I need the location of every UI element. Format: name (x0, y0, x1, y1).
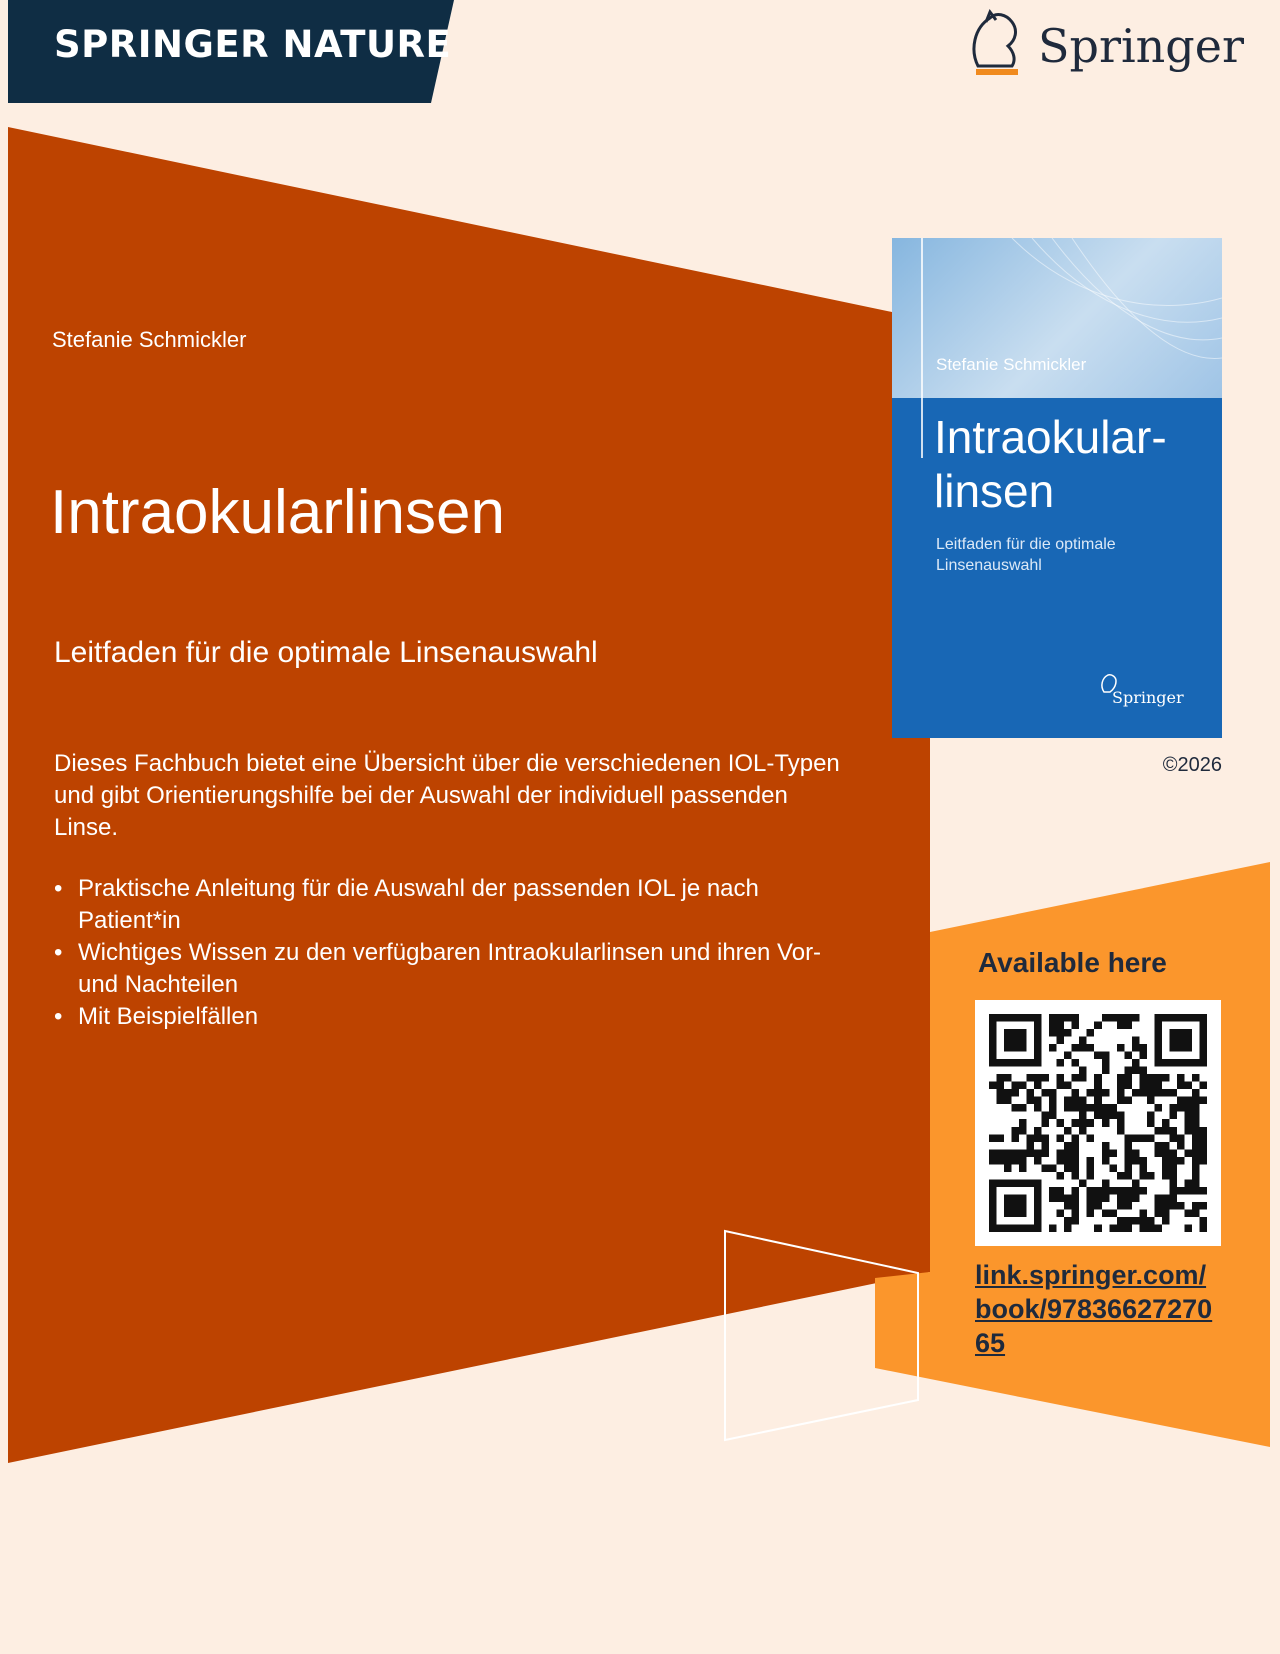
springer-logo-text: Springer (1038, 19, 1244, 73)
feature-item: • Wichtiges Wissen zu den verfügbaren Intraokularlinsen und ihren Vor- und Nachteilen (54, 937, 824, 1001)
feature-item: • Mit Beispielfällen (54, 1001, 824, 1033)
copyright-year: ©2026 (1162, 754, 1222, 776)
cover-publisher-logo: Springer (1112, 688, 1184, 707)
qr-code-pattern (989, 1014, 1207, 1232)
book-title: Intraokularlinsen (50, 478, 505, 547)
feature-list (54, 873, 824, 1033)
book-link[interactable]: link.springer.com/book/9783662727065 (975, 1260, 1213, 1358)
cover-title: Intraokular-linsen (934, 411, 1167, 517)
cover-subtitle: Leitfaden für die optimale Linsenauswahl (936, 536, 1116, 574)
book-description: Dieses Fachbuch bietet eine Übersicht über die verschiedenen IOL-Typen und gibt Orientierungshilfe bei der Auswahl der individuell passenden Linse. (54, 750, 840, 841)
book-author: Stefanie Schmickler (52, 327, 247, 352)
book-cover-image (892, 238, 1222, 738)
feature-item: • Praktische Anleitung für die Auswahl der passenden IOL je nach Patient*in (54, 873, 824, 937)
available-here-label: Available here (978, 947, 1167, 978)
cover-author: Stefanie Schmickler (936, 355, 1087, 374)
springer-nature-brand: SPRINGER NATURE (54, 23, 452, 66)
book-subtitle: Leitfaden für die optimale Linsenauswahl (54, 636, 598, 669)
qr-code[interactable] (975, 1000, 1221, 1246)
